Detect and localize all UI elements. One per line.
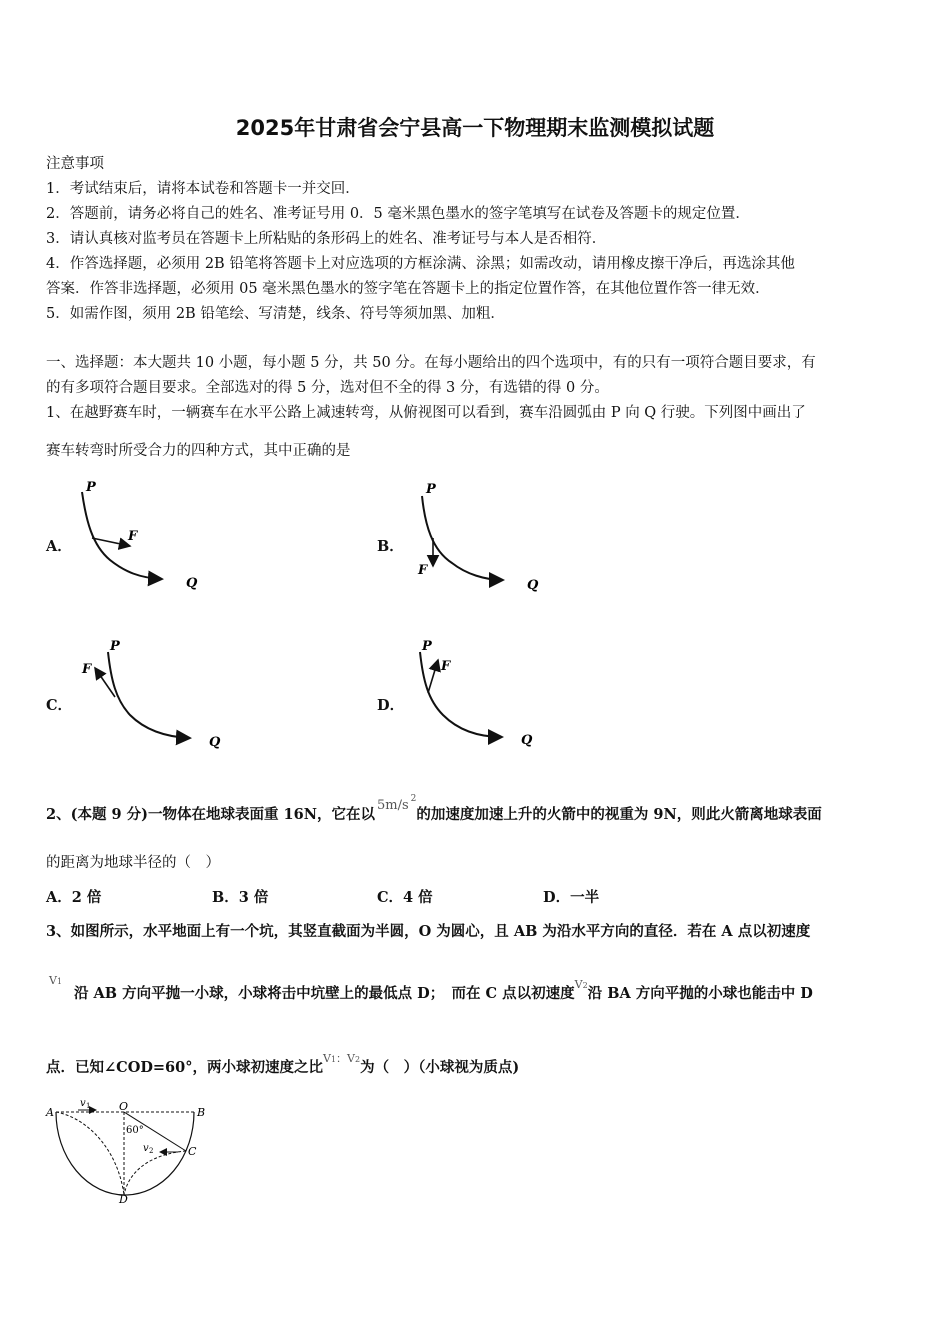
label-v1: v [80,1098,86,1109]
figure-a [82,480,198,591]
notice-heading: 注意事项 [46,156,104,172]
page-title: 2025年甘肃省会宁县高一下物理期末监测模拟试题 [235,116,715,140]
label-d: D [119,1193,128,1206]
label-p: P [422,639,432,654]
label-q: Q [527,578,539,593]
label-v2-sub: 2 [149,1147,154,1155]
figure-c [81,639,221,750]
question-2-prefix: 2、(本题 9 分)一物体在地球表面重 16N，它在以 [46,806,375,823]
question-3-line3: 点．已知∠COD=60°，两小球初速度之比$^{V1:V2}$为（ ）（小球视为质点) [46,1052,520,1076]
label-p: P [86,480,96,495]
option-a-label: A． [46,538,72,555]
section-intro: 一、选择题：本大题共 10 小题，每小题 5 分，共 50 分。在每小题给出的四个选项中，有的只有一项符合题目要求，有 [46,355,816,371]
question-2-line1 [46,794,822,824]
question-1-text: 赛车转弯时所受合力的四种方式，其中正确的是 [46,443,351,459]
angle-label: 60° [126,1125,144,1136]
v2-symbol: V2 [574,978,588,991]
question-3-line1: 3、如图所示，水平地面上有一个坑，其竖直截面为半圆，O 为圆心，且 AB 为沿水平方向的直径．若在 A 点以初速度 [46,923,811,940]
notice-item: 1．考试结束后，请将本试卷和答题卡一并交回． [46,181,360,197]
label-c: C [188,1145,197,1158]
notice-item: 答案．作答非选择题，必须用 05 毫米黑色墨水的签字笔在答题卡上的指定位置作答，在其他位置作答一律无效． [46,281,770,297]
figure-d [420,639,533,748]
label-q: Q [521,733,533,748]
question-3-line2: 沿 AB 方向平抛一小球，小球将击中坑壁上的最低点 D； 而在 C 点以初速度$^{V2}$沿 BA 方向平抛的小球也能击中 D [74,978,813,1002]
label-f: F [128,529,138,544]
choice-b: B．3 倍 [212,889,269,906]
label-p: P [110,639,120,654]
option-b-label: B． [377,538,404,555]
figure-q3 [45,1098,205,1206]
notice-item: 5．如需作图，须用 2B 铅笔绘、写清楚，线条、符号等须加黑、加粗． [46,306,505,322]
label-f: F [418,563,428,578]
v1-symbol: V1 [49,974,63,987]
figure-b [417,482,539,593]
option-d-label: D． [377,697,405,714]
choice-a: A．2 倍 [46,889,102,906]
question-2-line2: 的距离为地球半径的（ ） [46,855,220,871]
label-b: B [197,1106,206,1119]
label-q: Q [186,576,198,591]
label-v2: v [143,1143,149,1154]
option-c-label: C． [46,697,73,714]
label-o: O [119,1100,129,1113]
notice-item: 3．请认真核对监考员在答题卡上所粘贴的条形码上的姓名、准考证号与本人是否相符． [46,231,607,247]
choice-c: C．4 倍 [377,889,433,906]
acceleration-exponent: 2 [410,794,417,804]
label-f: F [441,659,451,674]
choice-d: D．一半 [543,889,600,906]
label-v1-sub: 1 [86,1102,91,1110]
notice-item: 2．答题前，请务必将自己的姓名、准考证号用 0．5 毫米黑色墨水的签字笔填写在试卷及答题卡的规定位置． [46,206,750,222]
section-intro: 的有多项符合题目要求。全部选对的得 5 分，选对但不全的得 3 分，有选错的得 0 分。 [46,380,609,396]
question-2-suffix: 的加速度加速上升的火箭中的视重为 9N，则此火箭离地球表面 [416,806,822,823]
acceleration-value: 5m/s [376,798,409,813]
label-p: P [426,482,436,497]
question-1-text: 1、在越野赛车时，一辆赛车在水平公路上减速转弯，从俯视图可以看到，赛车沿圆弧由 P 向 Q 行驶。下列图中画出了 [46,405,806,421]
velocity-ratio: V1：V2 [322,1052,361,1065]
label-a: A [46,1106,54,1119]
notice-item: 4．作答选择题，必须用 2B 铅笔将答题卡上对应选项的方框涂满、涂黑；如需改动，请用橡皮擦干净后，再选涂其他 [46,256,795,272]
label-f: F [82,662,92,677]
label-q: Q [209,735,221,750]
